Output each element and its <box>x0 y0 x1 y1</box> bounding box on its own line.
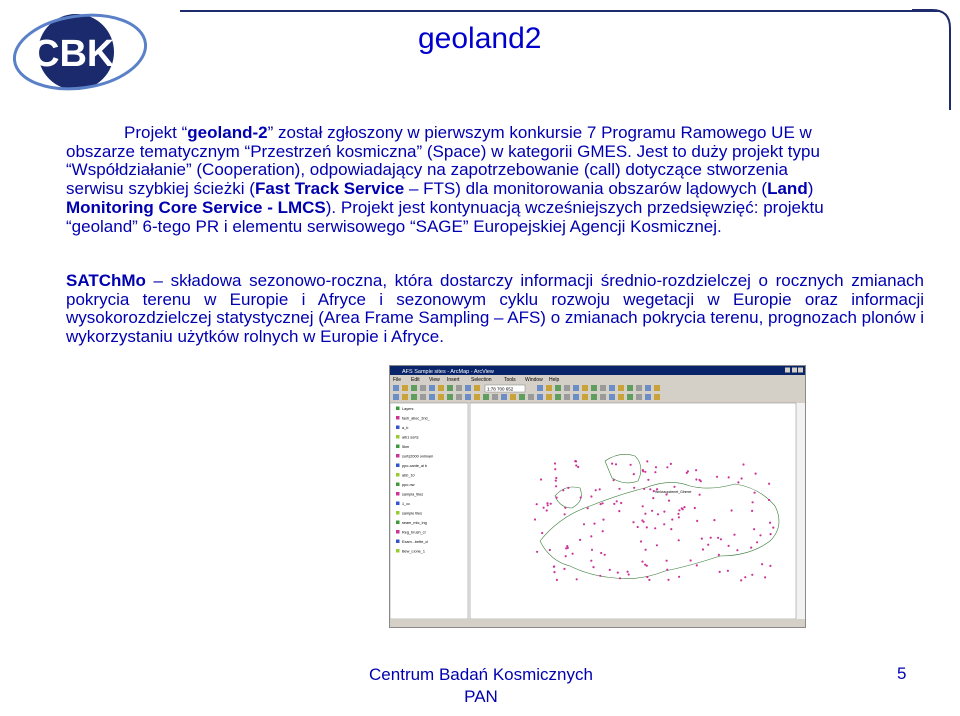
toolbar-tool-icon[interactable] <box>636 385 642 391</box>
sample-site-point <box>602 519 604 521</box>
layer-symbol-icon <box>396 511 400 515</box>
toc-layer-item[interactable]: Reg_brush_cl <box>402 530 426 535</box>
sample-site-point <box>690 559 692 561</box>
sample-site-point <box>670 528 672 530</box>
toolbar-tool-icon[interactable] <box>411 394 417 400</box>
sample-site-point <box>744 576 746 578</box>
toolbar-tool-icon[interactable] <box>654 394 660 400</box>
sample-site-point <box>575 460 577 462</box>
sample-site-point <box>640 540 642 542</box>
sample-site-point <box>556 579 558 581</box>
sample-site-point <box>565 555 567 557</box>
sample-site-point <box>751 574 753 576</box>
toolbar-tool-icon[interactable] <box>402 394 408 400</box>
toolbar-tool-icon[interactable] <box>402 385 408 391</box>
sample-site-point <box>651 510 653 512</box>
toolbar-tool-icon[interactable] <box>591 385 597 391</box>
sample-site-point <box>553 566 555 568</box>
toolbar-tool-icon[interactable] <box>546 385 552 391</box>
satchmo-description: – składowa sezonowo-roczna, która dostarczy informacji średnio-rozdzielczej o rocznych zmianach pokrycia terenu w Europie i Afryce i sezonowym cyklu rozwoju wegetacji w Europie oraz informacji wysokorozdzielczej statystycznej (Area Frame Sampling – AFS) o zmianach pokrycia terenu, prognozach plonów i wykorzystaniu użytków rolnych w Europie i Afryce. <box>66 271 924 347</box>
sample-site-point <box>683 506 685 508</box>
toolbar-tool-icon[interactable] <box>618 385 624 391</box>
sample-site-point <box>600 552 602 554</box>
toolbar-tool-icon[interactable] <box>420 394 426 400</box>
toc-layer-item[interactable]: 1_cc <box>402 502 411 506</box>
layer-symbol-icon <box>396 492 400 496</box>
sample-site-point <box>547 504 549 506</box>
layer-symbol-icon <box>396 530 400 534</box>
toc-layer-item[interactable]: a_b <box>402 426 409 430</box>
p1-line-6: “geoland” 6-tego PR i elementu serwisowego “SAGE” Europejskiej Agencji Kosmicznej. <box>66 216 722 236</box>
toolbar-tool-icon[interactable] <box>564 394 570 400</box>
toolbar-tool-icon[interactable] <box>528 394 534 400</box>
sample-site-point <box>555 485 557 487</box>
sample-site-point <box>742 463 744 465</box>
toolbar-tool-icon[interactable] <box>420 385 426 391</box>
sample-site-point <box>555 477 557 479</box>
sample-site-point <box>764 576 766 578</box>
menu-help[interactable]: Help <box>549 377 560 383</box>
toc-layer-item[interactable]: ppo-nw <box>402 483 415 487</box>
sample-site-point <box>592 566 594 568</box>
sample-site-point <box>611 463 613 465</box>
sample-site-point <box>534 518 536 520</box>
sample-site-point <box>666 560 668 562</box>
sample-site-point <box>678 516 680 518</box>
sample-site-point <box>770 533 772 535</box>
layer-symbol-icon <box>396 416 400 420</box>
p1-line-3: “Współdziałanie” (Cooperation), odpowiadający na zapotrzebowanie (call) dotyczące stworzenia <box>66 160 788 180</box>
sample-site-point <box>657 513 659 515</box>
toolbar-tool-icon[interactable] <box>438 394 444 400</box>
sample-site-point <box>562 489 564 491</box>
sample-site-point <box>609 569 611 571</box>
sample-site-point <box>567 487 569 489</box>
menu-tools[interactable]: Tools <box>504 377 516 383</box>
sample-site-point <box>750 547 752 549</box>
p1-line-2: obszarze tematycznym “Przestrzeń kosmiczna” (Space) w kategorii GMES. Jest to duży projekt typu <box>66 141 820 161</box>
toolbar-tool-icon[interactable] <box>537 394 543 400</box>
svg-text:N: N <box>122 58 129 68</box>
toolbar-tool-icon[interactable] <box>555 394 561 400</box>
sample-site-point <box>716 476 718 478</box>
satchmo-term: SATChMo <box>66 271 146 290</box>
sample-site-point <box>641 561 643 563</box>
layer-symbol-icon <box>396 540 400 544</box>
scale-field: 1:78 700 652 <box>487 386 514 392</box>
sample-site-point <box>617 572 619 574</box>
sample-site-point <box>646 526 648 528</box>
toc-layer-item[interactable]: sample tiles <box>402 511 423 516</box>
sample-site-point <box>577 466 579 468</box>
footer-institution <box>356 664 606 708</box>
sample-site-point <box>543 507 545 509</box>
sample-site-point <box>741 477 743 479</box>
toolbar-tool-icon[interactable] <box>645 385 651 391</box>
sample-site-point <box>620 502 622 504</box>
sample-site-point <box>663 523 665 525</box>
toolbar-tool-icon[interactable] <box>627 394 633 400</box>
sample-site-point <box>554 462 556 464</box>
menu-view[interactable]: View <box>429 377 440 383</box>
sample-site-point <box>654 527 656 529</box>
layer-symbol-icon <box>396 407 400 411</box>
toolbar-tool-icon[interactable] <box>429 394 435 400</box>
sample-site-point <box>768 499 770 501</box>
sample-site-point <box>666 466 668 468</box>
menu-selection[interactable]: Selection <box>471 377 492 383</box>
sample-site-point <box>702 548 704 550</box>
sample-site-point <box>768 483 770 485</box>
toc-layer-item[interactable]: Exam...bette_cl <box>402 540 429 544</box>
layer-symbol-icon <box>396 483 400 487</box>
sample-site-point <box>583 523 585 525</box>
sample-site-point <box>699 494 701 496</box>
toolbar-tool-icon[interactable] <box>393 394 399 400</box>
sample-site-point <box>575 464 577 466</box>
sample-site-point <box>718 554 720 556</box>
layer-symbol-icon <box>396 445 400 449</box>
page-number: 5 <box>897 664 907 683</box>
sample-site-point <box>678 539 680 541</box>
sample-site-point <box>652 497 654 499</box>
toolbar-tool-icon[interactable] <box>429 385 435 391</box>
sample-site-point <box>616 500 618 502</box>
toc-layer-item[interactable]: Layers <box>402 407 414 411</box>
toc-layer-item[interactable]: seam_mtc_ing <box>402 521 427 525</box>
toolbar-tool-icon[interactable] <box>546 394 552 400</box>
sample-site-point <box>644 471 646 473</box>
sample-site-point <box>599 575 601 577</box>
sample-site-point <box>576 578 578 580</box>
sample-site-point <box>593 523 595 525</box>
toolbar-tool-icon[interactable] <box>492 394 498 400</box>
toc-layer-item[interactable]: Bew_Lione_1 <box>402 549 426 554</box>
sample-site-point <box>645 549 647 551</box>
toolbar-tool-icon[interactable] <box>645 394 651 400</box>
sample-site-point <box>663 511 665 513</box>
arcmap-screenshot <box>389 365 806 628</box>
sample-site-point <box>644 513 646 515</box>
sample-site-point <box>595 489 597 491</box>
toc-layer-item[interactable]: sorts2000 onlmam <box>402 454 434 459</box>
toolbar-tool-icon[interactable] <box>510 394 516 400</box>
layer-symbol-icon <box>396 502 400 506</box>
sample-site-point <box>613 479 615 481</box>
sample-site-point <box>647 479 649 481</box>
sample-site-point <box>602 530 604 532</box>
sample-site-point <box>686 472 688 474</box>
toc-layer-item[interactable]: fash_alloc_2nd_ <box>402 416 430 421</box>
toolbar-tool-icon[interactable] <box>474 394 480 400</box>
toolbar-tool-icon[interactable] <box>627 385 633 391</box>
toolbar-tool-icon[interactable] <box>447 394 453 400</box>
cbk-pan-logo <box>8 6 184 96</box>
sample-site-point <box>654 471 656 473</box>
layer-symbol-icon <box>396 435 400 439</box>
toolbar-tool-icon[interactable] <box>393 385 399 391</box>
toolbar-tool-icon[interactable] <box>501 394 507 400</box>
sample-site-point <box>566 545 568 547</box>
p1-line-4: serwisu szybkiej ścieżki (Fast Track Service – FTS) dla monitorowania obszarów lądowych (Land) <box>66 179 814 199</box>
sample-site-point <box>759 534 761 536</box>
sample-site-point <box>769 565 771 567</box>
sample-site-point <box>563 568 565 570</box>
sample-site-point <box>546 502 548 504</box>
sample-site-point <box>550 503 552 505</box>
sample-site-point <box>627 571 629 573</box>
sample-site-point <box>587 507 589 509</box>
sample-site-point <box>579 539 581 541</box>
toolbar-tool-icon[interactable] <box>654 385 660 391</box>
toolbar-tool-icon[interactable] <box>537 385 543 391</box>
sample-site-point <box>628 573 630 575</box>
toolbar-tool-icon[interactable] <box>474 385 480 391</box>
toolbar-tool-icon[interactable] <box>618 394 624 400</box>
sample-site-point <box>600 503 602 505</box>
sample-site-point <box>643 488 645 490</box>
sample-site-point <box>555 480 557 482</box>
sample-site-point <box>681 507 683 509</box>
sample-site-point <box>694 507 696 509</box>
sample-site-point <box>772 527 774 529</box>
toolbar-tool-icon[interactable] <box>636 394 642 400</box>
toc-layer-item[interactable]: 5km <box>402 445 410 449</box>
toolbar-tool-icon[interactable] <box>456 385 462 391</box>
svg-text:P: P <box>122 32 129 42</box>
sample-site-point <box>580 496 582 498</box>
sample-site-point <box>736 549 738 551</box>
sample-site-point <box>719 571 721 573</box>
footer-line-2: PAN <box>464 687 498 706</box>
footer-line-1: Centrum Badań Kosmicznych <box>369 665 593 684</box>
sample-site-point <box>752 501 754 503</box>
menu-edit[interactable]: Edit <box>411 377 420 383</box>
sample-site-point <box>553 571 555 573</box>
layer-symbol-icon <box>396 549 400 553</box>
sample-site-point <box>656 544 658 546</box>
sample-site-point <box>668 500 670 502</box>
sample-site-point <box>670 463 672 465</box>
sample-site-point <box>590 535 592 537</box>
sample-site-point <box>666 569 668 571</box>
sample-site-point <box>728 545 730 547</box>
sample-site-point <box>667 579 669 581</box>
sample-site-point <box>632 521 634 523</box>
toolbar-tool-icon[interactable] <box>582 394 588 400</box>
header-rule <box>180 0 940 12</box>
sample-site-point <box>707 544 709 546</box>
sample-site-point <box>728 476 730 478</box>
sample-site-point <box>696 564 698 566</box>
sample-site-point <box>642 470 644 472</box>
sample-site-point <box>572 553 574 555</box>
sample-site-point <box>637 526 639 528</box>
toolbar-tool-icon[interactable] <box>465 394 471 400</box>
toolbar-tool-icon[interactable] <box>600 385 606 391</box>
logo-text: CBK <box>32 33 115 75</box>
sample-site-point <box>695 469 697 471</box>
sample-site-point <box>710 537 712 539</box>
sample-site-point <box>546 509 548 511</box>
sample-site-point <box>536 503 538 505</box>
toolbar-tool-icon[interactable] <box>456 394 462 400</box>
sample-site-point <box>655 466 657 468</box>
sample-site-point <box>618 510 620 512</box>
sample-site-point <box>753 528 755 530</box>
toc-layer-item[interactable]: sampla_tiles <box>402 492 424 497</box>
sample-site-point <box>646 460 648 462</box>
toolbar-tool-icon[interactable] <box>609 385 615 391</box>
sample-site-point <box>769 522 771 524</box>
toc-layer-item[interactable]: ppo-cante_ai b <box>402 464 428 468</box>
toolbar-tool-icon[interactable] <box>555 385 561 391</box>
frame-corner <box>912 0 952 110</box>
layer-symbol-icon <box>396 521 400 525</box>
sample-site-point <box>733 534 735 536</box>
paragraph-geoland2 <box>66 124 924 236</box>
sample-site-point <box>549 549 551 551</box>
sample-site-point <box>633 487 635 489</box>
menu-window[interactable]: Window <box>525 377 543 383</box>
sample-site-point <box>541 532 543 534</box>
sample-site-point <box>717 537 719 539</box>
sample-site-point <box>615 463 617 465</box>
sample-site-point <box>642 505 644 507</box>
sample-site-point <box>646 576 648 578</box>
sample-site-point <box>740 579 742 581</box>
sample-site-point <box>536 551 538 553</box>
layer-symbol-icon <box>396 473 400 477</box>
sample-site-point <box>701 538 703 540</box>
layer-symbol-icon <box>396 464 400 468</box>
sample-site-point <box>554 468 556 470</box>
sample-site-point <box>540 478 542 480</box>
layer-symbol-icon <box>396 426 400 430</box>
toolbar-tool-icon[interactable] <box>573 394 579 400</box>
toolbar-tool-icon[interactable] <box>600 394 606 400</box>
toolbar-tool-icon[interactable] <box>447 385 453 391</box>
sample-site-point <box>696 520 698 522</box>
sample-site-point <box>630 464 632 466</box>
sample-site-point <box>754 492 756 494</box>
sample-site-point <box>727 570 729 572</box>
sample-site-point <box>590 495 592 497</box>
sample-site-point <box>556 497 558 499</box>
toolbar-tool-icon[interactable] <box>411 385 417 391</box>
page-title: geoland2 <box>418 22 542 55</box>
sample-site-point <box>755 473 757 475</box>
sample-site-point <box>619 577 621 579</box>
svg-text:A: A <box>122 45 129 55</box>
sample-site-point <box>673 486 675 488</box>
menu-file[interactable]: File <box>393 377 402 383</box>
sample-site-point <box>700 480 702 482</box>
sample-site-point <box>737 481 739 483</box>
toolbar-tool-icon[interactable] <box>564 385 570 391</box>
paragraph-satchmo <box>66 272 924 347</box>
map-label: Wnkssopdenet_Glnmer <box>655 490 692 494</box>
toolbar-tool-icon[interactable] <box>465 385 471 391</box>
toolbar-tool-icon[interactable] <box>519 394 525 400</box>
sample-site-point <box>604 554 606 556</box>
p1-line-5: Monitoring Core Service - LMCS). Projekt jest kontynuacją wcześniejszych przedsięwzięć: projektu <box>66 197 824 217</box>
sample-site-point <box>720 538 722 540</box>
toolbar-tool-icon[interactable] <box>573 385 579 391</box>
toolbar-tool-icon[interactable] <box>591 394 597 400</box>
toc-layer-item[interactable]: abb_10 <box>402 473 415 478</box>
sample-site-point <box>751 510 753 512</box>
toolbar-tool-icon[interactable] <box>609 394 615 400</box>
sample-site-point <box>756 541 758 543</box>
sample-site-point <box>648 579 650 581</box>
sample-site-point <box>599 488 601 490</box>
sample-site-point <box>590 560 592 562</box>
sample-site-point <box>713 519 715 521</box>
sample-site-point <box>649 488 651 490</box>
sample-site-point <box>678 576 680 578</box>
menu-insert[interactable]: Insert <box>447 377 460 383</box>
toc-layer-item[interactable]: alb1 sorts <box>402 435 419 440</box>
sample-site-point <box>564 513 566 515</box>
toolbar-tool-icon[interactable] <box>483 394 489 400</box>
sample-site-point <box>613 503 615 505</box>
sample-site-point <box>761 563 763 565</box>
layer-symbol-icon <box>396 454 400 458</box>
sample-site-point <box>641 519 643 521</box>
sample-site-point <box>671 518 673 520</box>
window-title: AFS Sample sites - ArcMap - ArcView <box>402 369 494 375</box>
p1-line-1: Projekt “geoland-2” został zgłoszony w pierwszym konkursie 7 Programu Ramowego UE w <box>124 123 812 142</box>
sample-site-point <box>695 478 697 480</box>
toolbar-tool-icon[interactable] <box>582 385 588 391</box>
toolbar-tool-icon[interactable] <box>438 385 444 391</box>
sample-site-point <box>602 502 604 504</box>
sample-site-point <box>633 473 635 475</box>
sample-site-point <box>591 549 593 551</box>
sample-site-point <box>677 513 679 515</box>
sample-site-point <box>731 509 733 511</box>
sample-site-point <box>564 507 566 509</box>
sample-site-point <box>618 488 620 490</box>
sample-site-point <box>644 564 646 566</box>
sample-site-point <box>678 509 680 511</box>
